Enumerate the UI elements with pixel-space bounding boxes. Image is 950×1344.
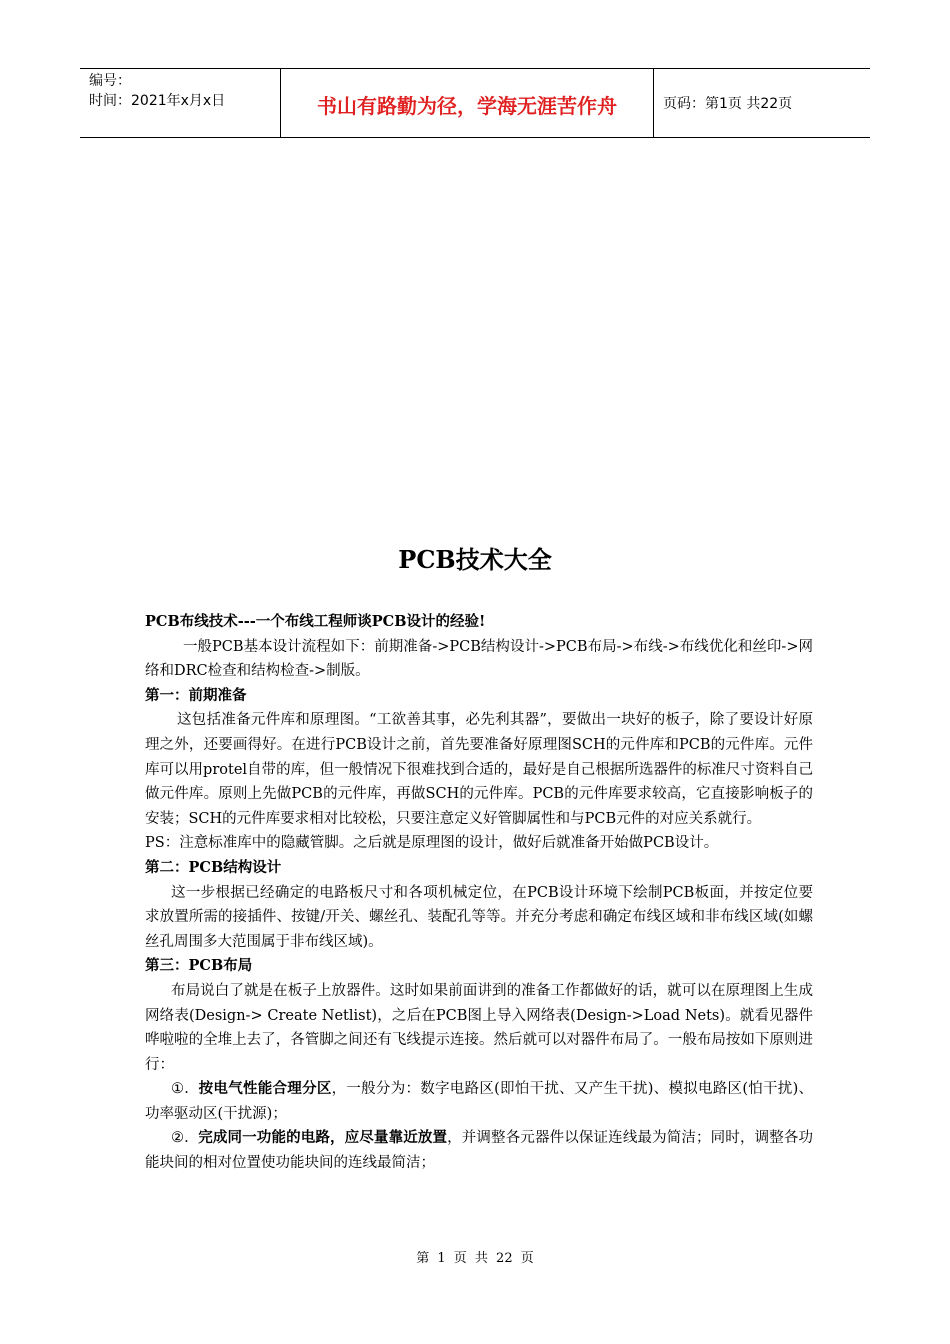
section3-paragraph: 布局说白了就是在板子上放器件。这时如果前面讲到的准备工作都做好的话，就可以在原理图上生成网络表(Design-> Create Netlist)，之后在PCB图上导入网络表(Design->Load Nets)。就看见器件哗啦啦的全堆上去了，各管脚之间还有飞线提示连接。然后就可以对器件布局了。一般布局按如下原则进行： [145, 982, 813, 1073]
layout-rule-1 [145, 1077, 813, 1126]
rule2-text: ，并调整各元器件以保证连线最为简洁；同时，调整各功能块间的相对位置使功能块间的连线最简洁； [145, 1130, 814, 1172]
rule2-bold-text: 完成同一功能的电路，应尽量靠近放置 [198, 1129, 448, 1147]
document-body [145, 610, 813, 1176]
intro-paragraph: 一般PCB基本设计流程如下：前期准备->PCB结构设计->PCB布局->布线->布线优化和丝印->网络和DRC检查和结构检查->制版。 [145, 638, 813, 680]
page-footer: 第 1 页 共 22 页 [416, 1251, 534, 1266]
section2-paragraph: 这一步根据已经确定的电路板尺寸和各项机械定位，在PCB设计环境下绘制PCB板面，并按定位要求放置所需的接插件、按键/开关、螺丝孔、装配孔等等。并充分考虑和确定布线区域和非布线区域(如螺丝孔周围多大范围属于非布线区域)。 [145, 884, 813, 950]
section3-heading: 第三：PCB布局 [145, 957, 253, 975]
ps-note: PS：注意标准库中的隐藏管脚。之后就是原理图的设计，做好后就准备开始做PCB设计。 [145, 835, 719, 852]
section1-paragraph: 这包括准备元件库和原理图。“工欲善其事，必先利其器”，要做出一块好的板子，除了要设计好原理之外，还要画得好。在进行PCB设计之前，首先要准备好原理图SCH的元件库和PCB的元件库。元件库可以用protel自带的库，但一般情况下很难找到合适的，最好是自己根据所选器件的标准尺寸资料自己做元件库。原则上先做PCB的元件库，再做SCH的元件库。PCB的元件库要求较高，它直接影响板子的安装；SCH的元件库要求相对比较松，只要注意定义好管脚属性和与PCB元件的对应关系就行。 [145, 712, 813, 827]
subtitle: PCB布线技术---一个布线工程师谈PCB设计的经验! [145, 613, 486, 630]
rule2-number: ②. [171, 1130, 189, 1147]
rule1-text: ，一般分为：数字电路区(即怕干扰、又产生干扰)、模拟电路区(怕干扰)、功率驱动区(干扰源)； [145, 1081, 813, 1122]
rule1-bold-text: 按电气性能合理分区 [198, 1080, 332, 1098]
document-number-label: 编号： [89, 73, 131, 89]
rule1-number: ①. [171, 1081, 189, 1098]
document-time-label: 时间：2021年x月x日 [89, 93, 226, 109]
header-motto: 书山有路勤为径，学海无涯苦作舟 [281, 69, 654, 137]
layout-rule-2 [145, 1126, 813, 1175]
page-header [80, 68, 870, 138]
section2-heading: 第二：PCB结构设计 [145, 858, 282, 876]
document-title: PCB技术大全 [398, 545, 552, 574]
section1-heading: 第一：前期准备 [145, 686, 247, 704]
header-page-info: 页码：第1页 共22页 [663, 96, 793, 112]
header-meta [80, 69, 281, 137]
